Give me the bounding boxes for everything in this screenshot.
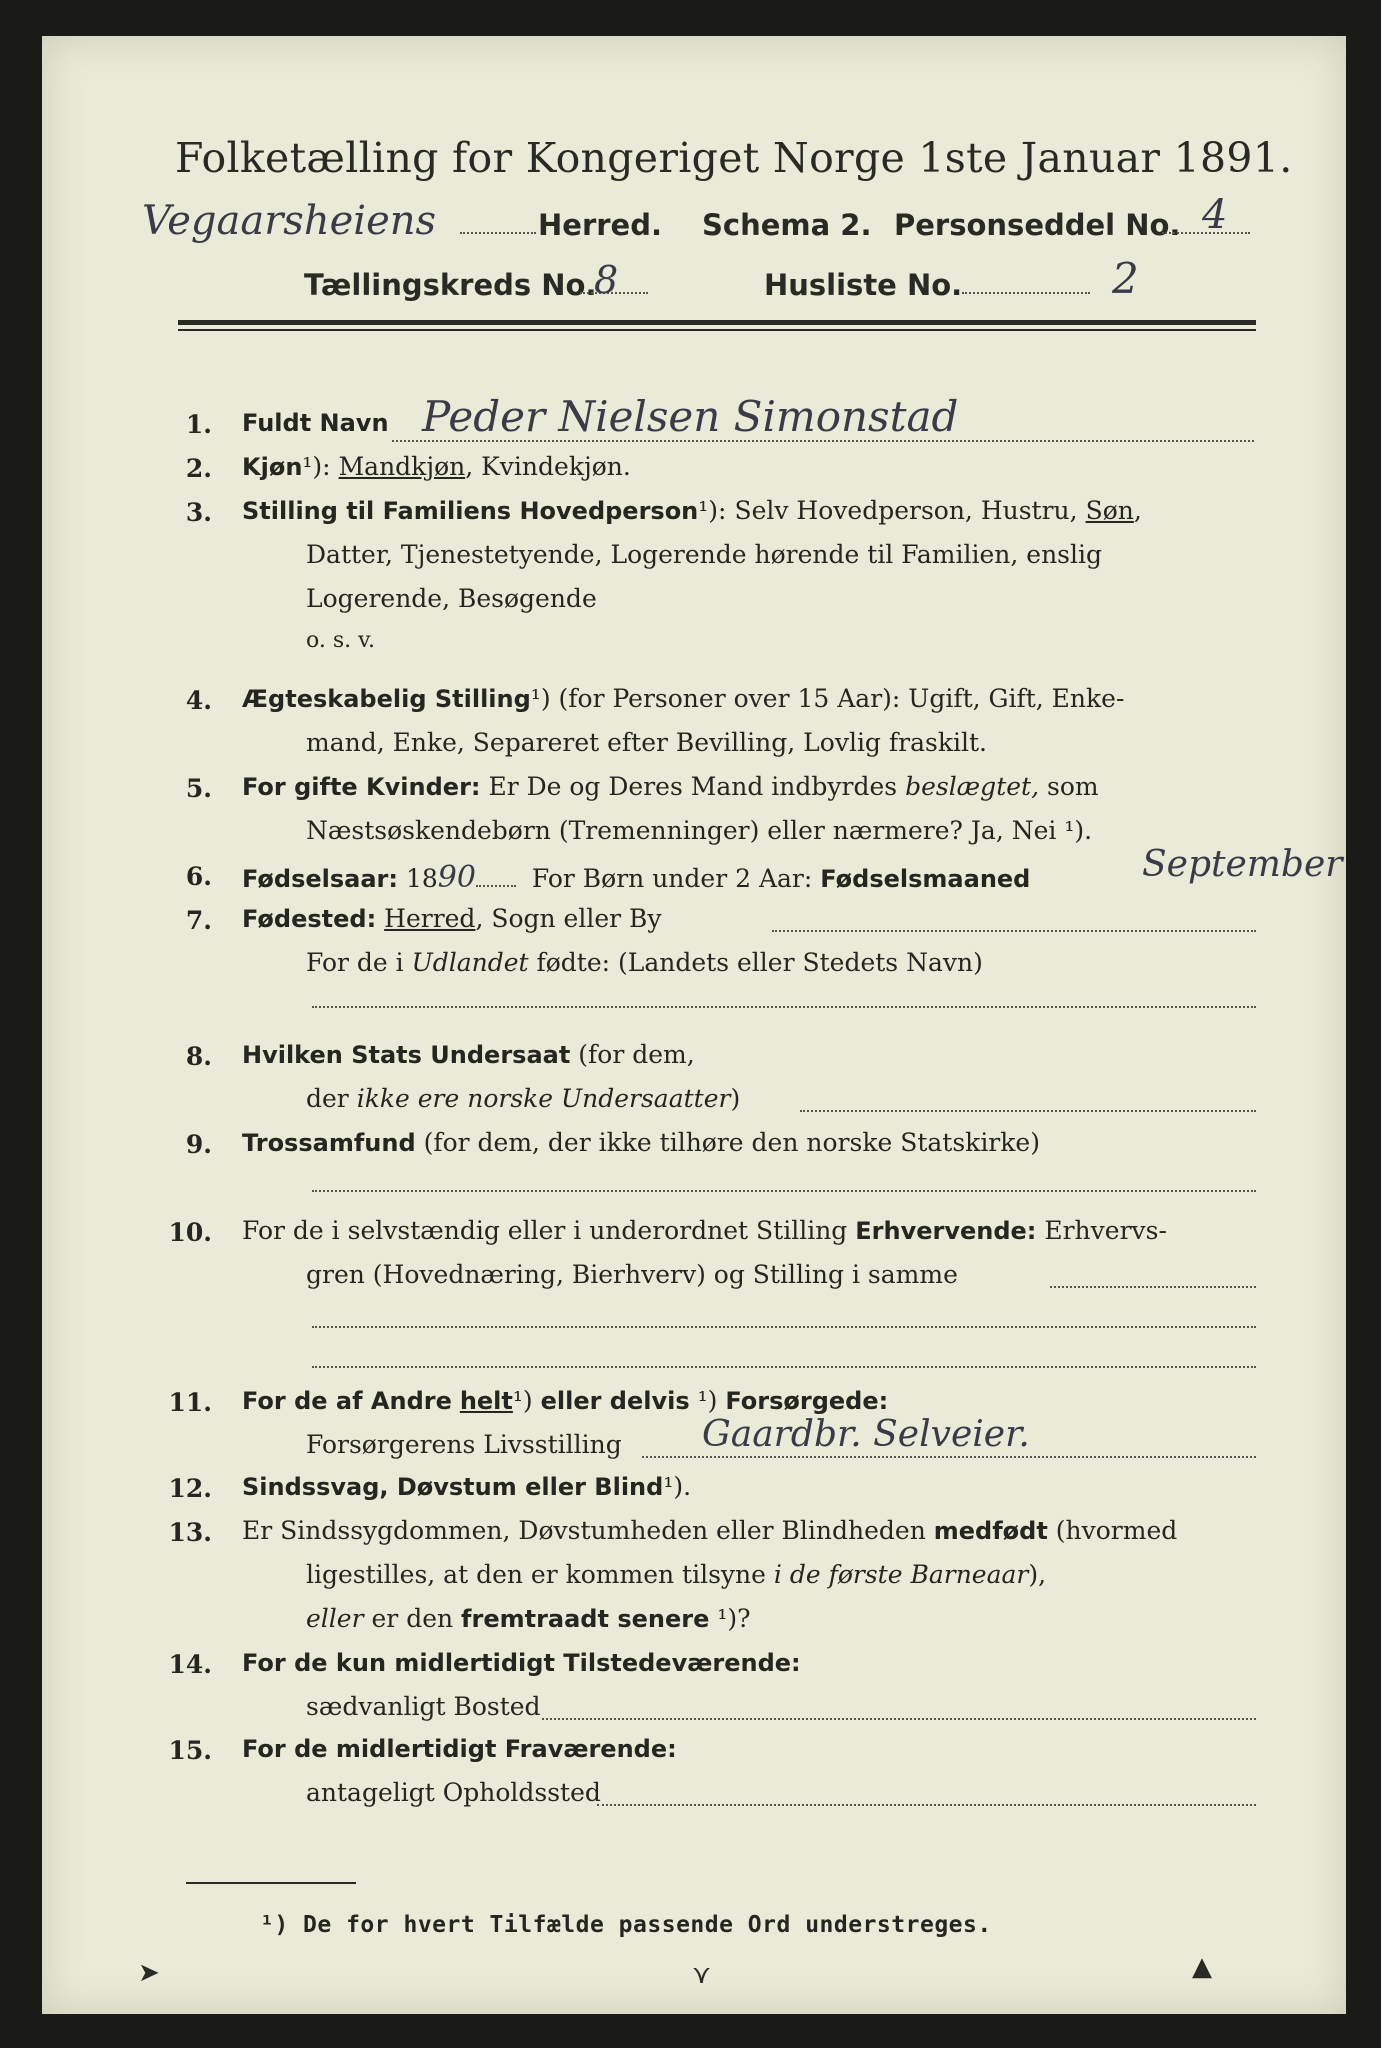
item-8-text2b: ) <box>730 1084 741 1113</box>
item-13-label2: fremtraadt senere <box>461 1605 710 1633</box>
item-6-number: 6. <box>185 862 212 891</box>
item-6-line1 <box>242 860 1030 895</box>
item-4-text1: (for Personer over 15 Aar): Ugift, Gift, Enke- <box>558 684 1125 713</box>
item-15-dotline <box>597 1804 1256 1806</box>
item-14-line1 <box>242 1648 801 1677</box>
item-12-line1 <box>242 1472 691 1501</box>
item-10-line2: gren (Hovednæring, Bierhverv) og Stilling i samme <box>306 1260 958 1289</box>
item-5-text1a: Er De og Deres Mand indbyrdes <box>488 772 898 801</box>
item-9-line1 <box>242 1128 1040 1157</box>
item-13-label: medfødt <box>933 1517 1048 1545</box>
item-10-label: Erhvervende: <box>855 1217 1037 1245</box>
item-7-dotline1 <box>772 930 1256 932</box>
item-13-text1a: Er Sindssygdommen, Døvstumheden eller Blindheden <box>242 1516 926 1545</box>
schema-label: Schema 2. <box>702 208 872 242</box>
item-6-year-prefix: 18 <box>405 864 438 893</box>
item-15-line2: antageligt Opholdssted <box>306 1778 601 1807</box>
item-3-sup: ¹): <box>698 496 727 525</box>
registration-mark-left-icon: ➤ <box>138 1958 160 1988</box>
item-7-rest: , Sogn eller By <box>475 904 662 933</box>
item-11-label-b: eller delvis <box>540 1387 690 1415</box>
item-8-text1: (for dem, <box>578 1040 695 1069</box>
item-5-text1i: beslægtet, <box>905 772 1040 801</box>
personseddel-handwritten: 4 <box>1202 192 1228 238</box>
item-7-number: 7. <box>185 906 212 935</box>
item-3-label: Stilling til Familiens Hovedperson <box>242 497 699 525</box>
item-9-text1: (for dem, der ikke tilhøre den norske Statskirke) <box>423 1128 1040 1157</box>
item-10-dotline1 <box>1050 1286 1256 1288</box>
herred-handwritten: Vegaarsheiens <box>142 198 437 244</box>
item-9-dotline <box>312 1190 1256 1192</box>
item-2-label: Kjøn <box>242 453 303 481</box>
item-8-text2i: ikke ere norske Undersaatter <box>356 1084 731 1113</box>
item-8-dotline <box>800 1110 1256 1112</box>
item-5-line1 <box>242 772 1099 801</box>
item-11-handwritten: Gaardbr. Selveier. <box>702 1414 1030 1455</box>
item-3-line3: Logerende, Besøgende <box>306 584 597 613</box>
item-5-label: For gifte Kvinder: <box>242 773 481 801</box>
item-8-line1 <box>242 1040 695 1069</box>
item-6-year-dots <box>476 884 516 887</box>
item-2-number: 2. <box>185 454 212 483</box>
item-11-sup1: ¹) <box>512 1386 533 1415</box>
item-15-label: For de midlertidigt Fraværende: <box>242 1735 677 1763</box>
item-2-sup: ¹): <box>302 452 331 481</box>
item-11-dotline <box>642 1456 1256 1458</box>
item-3-line1 <box>242 496 1142 525</box>
taellingskreds-label: Tællingskreds No. <box>304 268 597 302</box>
item-14-dotline <box>542 1718 1256 1720</box>
header-rule-thin <box>178 329 1256 331</box>
item-6-text: For Børn under 2 Aar: <box>531 864 813 893</box>
item-13-text3a: er den <box>371 1604 454 1633</box>
item-10-line1 <box>242 1216 1167 1245</box>
item-2-option-mandkjon: Mandkjøn <box>338 452 466 481</box>
item-11-line2: Forsørgerens Livsstilling <box>306 1430 622 1459</box>
personseddel-label: Personseddel No. <box>894 208 1181 242</box>
footnote-rule <box>186 1882 356 1884</box>
item-13-text2b: ), <box>1028 1560 1047 1589</box>
item-14-number: 14. <box>168 1650 212 1679</box>
husliste-dotline <box>962 292 1090 294</box>
item-3-line2: Datter, Tjenestetyende, Logerende hørende til Familien, enslig <box>306 540 1103 569</box>
item-7-text2i: Udlandet <box>411 948 529 977</box>
husliste-handwritten: 2 <box>1112 254 1139 303</box>
item-4-line2: mand, Enke, Separeret efter Bevilling, Lovlig fraskilt. <box>306 728 987 757</box>
item-13-line3 <box>306 1604 751 1633</box>
form-title: Folketælling for Kongeriget Norge 1ste Januar 1891. <box>175 134 1293 182</box>
item-6-month-handwritten: September <box>1142 844 1343 885</box>
item-13-line2 <box>306 1560 1046 1589</box>
item-3-text1a: Selv Hovedperson, Hustru, <box>734 496 1078 525</box>
item-10-text1a: For de i selvstændig eller i underordnet Stilling <box>242 1216 848 1245</box>
item-13-text1b: (hvormed <box>1055 1516 1178 1545</box>
taellingskreds-handwritten: 8 <box>594 258 619 302</box>
item-7-line1 <box>242 904 662 933</box>
item-9-label: Trossamfund <box>242 1129 416 1157</box>
item-12-sup: ¹). <box>663 1472 692 1501</box>
item-14-label: For de kun midlertidigt Tilstedeværende: <box>242 1649 801 1677</box>
item-9-number: 9. <box>185 1130 212 1159</box>
item-14-line2: sædvanligt Bosted <box>306 1692 541 1721</box>
item-4-sup: ¹) <box>530 684 551 713</box>
header-rule-thick <box>178 320 1256 325</box>
item-8-number: 8. <box>185 1042 212 1071</box>
census-form-sheet <box>42 36 1346 2014</box>
husliste-label: Husliste No. <box>764 268 963 302</box>
item-7-option-herred: Herred <box>384 904 476 933</box>
item-3-number: 3. <box>185 498 212 527</box>
item-2 <box>242 452 631 481</box>
item-6-year-handwritten: 90 <box>437 860 476 895</box>
item-6-label: Fødselsaar: <box>242 865 398 893</box>
item-5-number: 5. <box>185 774 212 803</box>
item-11-option-helt: helt <box>459 1387 513 1415</box>
item-7-text2b: fødte: (Landets eller Stedets Navn) <box>536 948 983 977</box>
footnote: ¹) De for hvert Tilfælde passende Ord understreges. <box>260 1912 992 1938</box>
item-6-label2: Fødselsmaaned <box>820 865 1031 893</box>
item-8-label: Hvilken Stats Undersaat <box>242 1041 571 1069</box>
registration-mark-right-icon: ▲ <box>1192 1952 1212 1982</box>
item-11-line1 <box>242 1386 888 1415</box>
herred-dotline <box>460 232 536 234</box>
item-11-sup2: ¹) <box>697 1386 718 1415</box>
item-3-line4: o. s. v. <box>306 628 375 653</box>
herred-label: Herred. <box>538 208 662 242</box>
item-11-number: 11. <box>168 1388 212 1417</box>
item-4-label: Ægteskabelig Stilling <box>242 685 531 713</box>
item-12-label: Sindssvag, Døvstum eller Blind <box>242 1473 664 1501</box>
item-1 <box>242 408 389 437</box>
item-15-line1 <box>242 1734 677 1763</box>
item-1-number: 1. <box>185 410 212 439</box>
item-1-label: Fuldt Navn <box>242 409 389 437</box>
item-10-dotline2 <box>312 1326 1256 1328</box>
item-7-label: Fødested: <box>242 905 377 933</box>
item-3-text1b: , <box>1133 496 1142 525</box>
item-13-number: 13. <box>168 1518 212 1547</box>
item-7-text2a: For de i <box>306 948 404 977</box>
item-7-line2 <box>306 948 983 977</box>
item-5-text1b: som <box>1046 772 1099 801</box>
item-13-line1 <box>242 1516 1177 1545</box>
item-8-text2a: der <box>306 1084 349 1113</box>
item-13-text2a: ligestilles, at den er kommen tilsyne <box>306 1560 766 1589</box>
item-10-number: 10. <box>168 1218 212 1247</box>
item-13-text2i: i de første Barneaar <box>773 1560 1029 1589</box>
item-8-line2 <box>306 1084 740 1113</box>
item-10-dotline3 <box>312 1366 1256 1368</box>
item-4-line1 <box>242 684 1124 713</box>
item-4-number: 4. <box>185 686 212 715</box>
item-5-line2: Næstsøskendebørn (Tremenninger) eller nærmere? Ja, Nei ¹). <box>306 816 1093 845</box>
item-12-number: 12. <box>168 1474 212 1503</box>
item-10-text1b: Erhvervs- <box>1044 1216 1167 1245</box>
item-7-dotline2 <box>312 1006 1256 1008</box>
item-11-label-c: Forsørgede: <box>725 1387 889 1415</box>
item-2-rest: , Kvindekjøn. <box>465 452 631 481</box>
registration-mark-center-icon: ⋎ <box>692 1960 712 1990</box>
item-11-label-a: For de af Andre <box>242 1387 452 1415</box>
item-15-number: 15. <box>168 1736 212 1765</box>
item-3-option-son: Søn <box>1085 496 1134 525</box>
item-13-sup: ¹)? <box>717 1604 751 1633</box>
item-13-text3i: eller <box>306 1604 364 1633</box>
item-1-handwritten-name: Peder Nielsen Simonstad <box>422 392 959 441</box>
